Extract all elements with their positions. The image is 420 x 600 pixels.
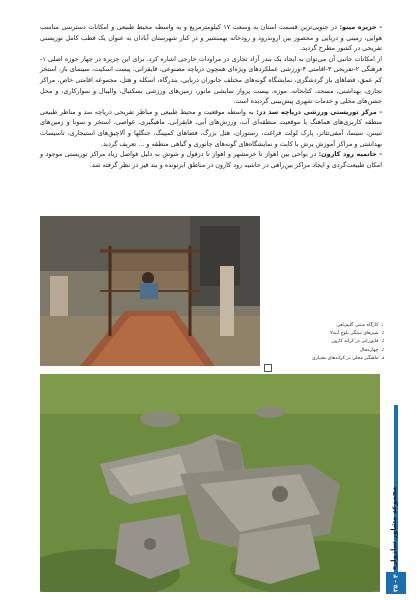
- caption-text: کارگاه سنتی گلیم‌بافی: [336, 323, 379, 328]
- caption-number: .: [381, 331, 384, 337]
- page-number: ۳۵ - ۴: [386, 572, 406, 594]
- paragraph-facilities: [40, 54, 382, 107]
- caption-text: شیرهای سنگی بلوچ آبیدلا: [330, 331, 379, 337]
- paragraph-text: به واسطه موقعیت و محیط طبیعی و مناظر تفریحی دریاچه سد و مناظر طبیعی منطقه کاربری‌های هماهنگ با موقعیت منطقه‌ای آب، ورزش‌های آبی، قایقرانی، ماهیگیری، غواصی، استخر و سونا و زمین‌های تنیس، سینما، آمفی‌تئاتر، پارک لولت فراغت، رستوران، هتل بزرگ، فضاهای کمپینگ، جنگلها و آلاچیق‌های استیجاری، تاسیسات بهداشتی و مراکز آموزش پرش با کایت و نمایشگاه‌های گونه‌های جانوری و گیاهی منطقه و ... تعریف گردید.: [40, 107, 382, 148]
- caption-item: [268, 347, 386, 355]
- caption-item: [268, 322, 386, 330]
- caption-item: [268, 338, 386, 346]
- loom-weaver-photo: [40, 216, 260, 366]
- caption-text: ماهیگیر محلی در کرانه‌های بختیاری: [312, 355, 379, 361]
- paragraph-text: در جنوبی‌ترین قسمت استان به وسعت ۱۷ کیلومترمربع و به واسطه محیط طبیعی و امکانات دسترسی مناسب هوایی، زمینی و دریایی و محصور بین اروندرود و رودخانه بهمنشیر و در کنار شهرستان آبادان به عنوان یک قطب کامل توریستی تفریحی در کشور مطرح گردید.: [40, 23, 382, 53]
- loom-scene-illustration: [40, 216, 260, 366]
- paragraph-lead: - خاتمیه رود کارون:: [318, 150, 382, 159]
- body-text: [40, 22, 382, 170]
- stone-lions-photo: [40, 374, 380, 592]
- photo-captions: [268, 322, 386, 363]
- caption-number: .: [381, 347, 384, 353]
- paragraph-text: از امکانات جانبی آن می‌توان به ایجاد یک بندر آزاد تجاری در مراودات خارجی اشاره کرد. برای این جزیره در چهار حوزه اصلی ۱-فرهنگی ۲-تفریحی ۳-اقامتی ۴-ورزشی عملکردهای ویژه‌ای همچون دریاچه مصنوعی، قایقرانی، پیست اسکیت، سینمای باز، استخر کم عمق، فضاهای باز گردشگری، نمایشگاه گونه‌های مختلف جانوران دریایی، بندرگاه، اسکله و هتل، مجموعه اقامتی خاص، مراکز تجاری، بهداشتی، مسجد، کتابخانه، موزه، پیست پرواز نمایشی مانور، زمین‌های ورزشی بسکتبال، والیبال و سوارکاری، و محل جشن‌های محلی و خدمات شهری پیش‌بینی گردیده است.: [40, 54, 382, 106]
- paragraph-dez-dam: [40, 107, 382, 149]
- caption-number: .: [381, 355, 384, 361]
- side-title: مجموعه مشاور سازواره: [390, 486, 398, 570]
- caption-item: [268, 355, 386, 363]
- caption-number: .: [381, 339, 384, 345]
- caption-item: [268, 330, 386, 338]
- camera-icon: [264, 364, 272, 372]
- paragraph-karun: [40, 149, 382, 170]
- paragraph-lead: - جزیره مینو:: [339, 23, 382, 31]
- paragraph-lead: - مرکز توریستی ورزشی دریاچه سد دز:: [256, 107, 383, 116]
- caption-text: چهارمحال: [359, 347, 379, 353]
- paragraph-minoo: [40, 22, 382, 54]
- caption-number: .: [381, 323, 384, 328]
- caption-text: قایق‌رانی در کرانه کارون: [331, 339, 379, 345]
- stone-lions-illustration: [40, 374, 380, 592]
- paragraph-text: در نواحی بین اهواز تا خرمشهر و اهواز تا دزفول و شوش به دلیل فواصل زیاد مراکز توریستی موجود و امکان طبیعت‌گردی و ایجاد مراکز بین‌راهی در حاشیه رود کارون در مناطق ابرتونده و بند قیر در نظر گرفته شد.: [40, 150, 382, 169]
